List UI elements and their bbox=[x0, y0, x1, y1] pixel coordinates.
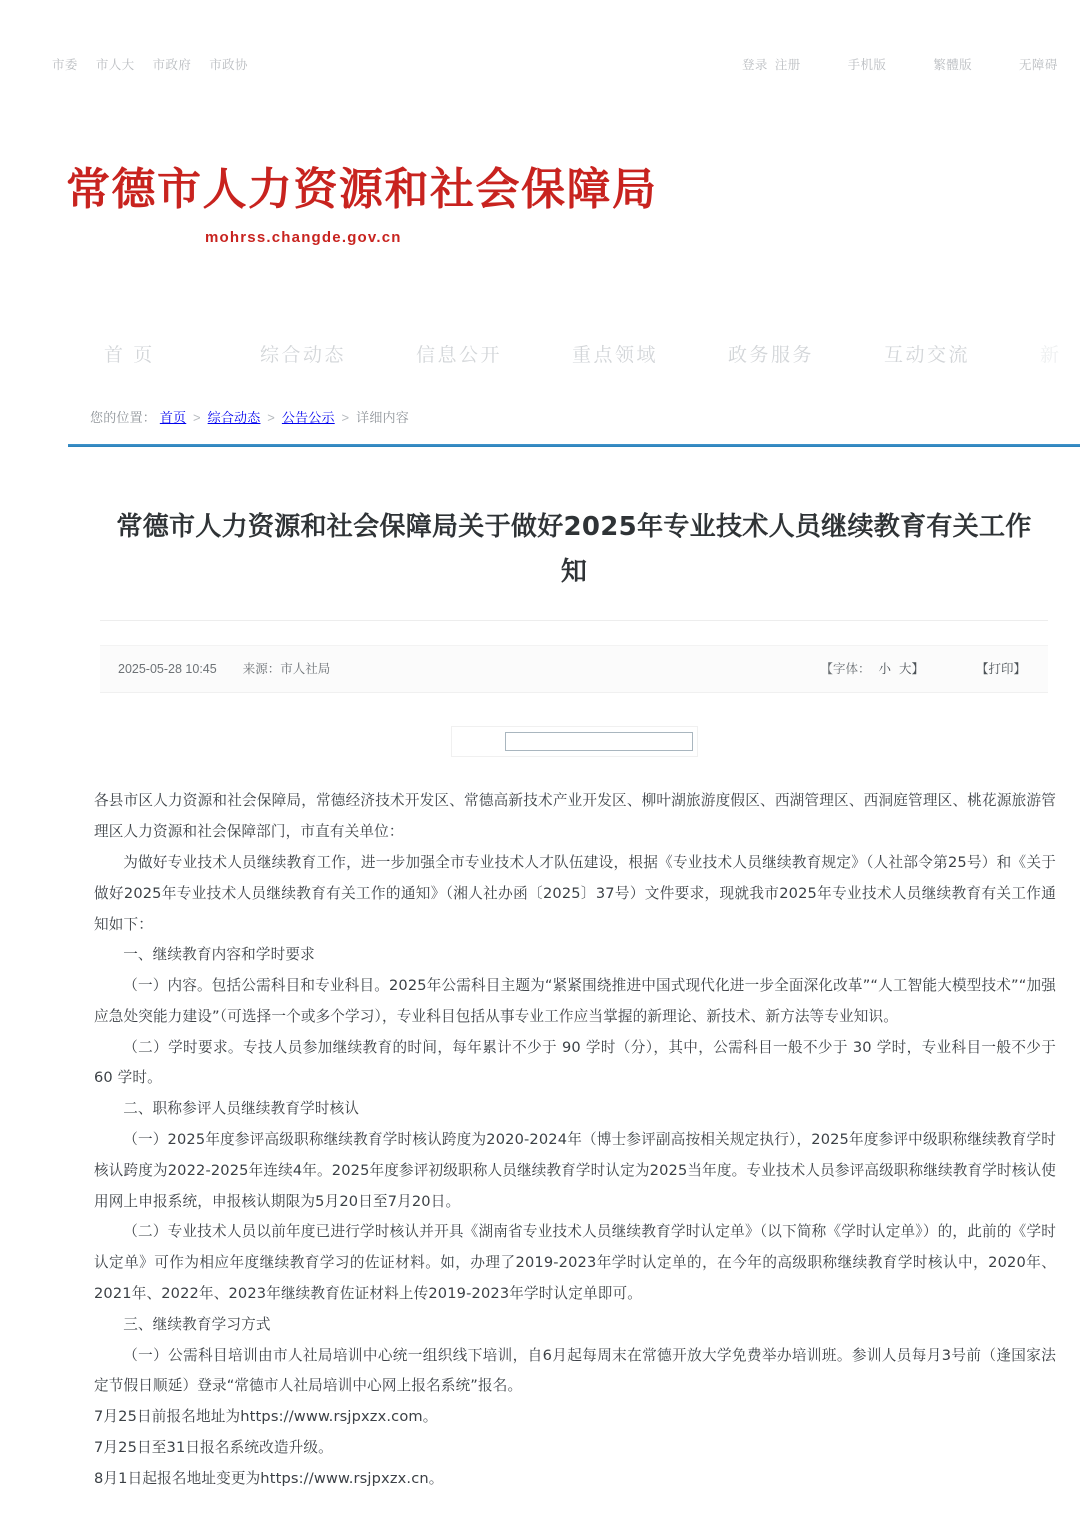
page-title-line-2: 知 bbox=[560, 556, 588, 587]
article-paragraph: （一）公需科目培训由市人社局培训中心统一组织线下培训，自6月起每周末在常德开放大学免费举办培训班。参训人员每月3号前（逢国家法定节假日顺延）登录“常德市人社局培训中心网上报名系统”报名。 bbox=[94, 1346, 1056, 1395]
article-meta-right bbox=[820, 663, 1026, 676]
article-paragraph: 8月1日起报名地址变更为https://www.rsjpxzx.cn。 bbox=[94, 1469, 444, 1487]
font-size-small-button[interactable]: 小 bbox=[878, 662, 891, 677]
publish-datetime: 2025-05-28 10:45 bbox=[118, 662, 217, 677]
breadcrumb bbox=[90, 411, 409, 424]
main-nav-items bbox=[104, 346, 1062, 365]
article-card bbox=[68, 447, 1080, 1528]
article-paragraph: 二、职称参评人员继续教育学时核认 bbox=[123, 1100, 360, 1118]
nav-item-key-areas[interactable]: 重点领域 bbox=[572, 345, 659, 366]
traditional-chinese-link[interactable]: 繁體版 bbox=[933, 58, 973, 72]
font-size-large-button[interactable]: 大】 bbox=[898, 662, 924, 677]
top-utility-bar bbox=[0, 0, 1080, 104]
topbar-link-shizhengfu[interactable]: 市政府 bbox=[152, 58, 192, 72]
article-paragraph: 7月25日至31日报名系统改造升级。 bbox=[94, 1438, 333, 1456]
site-header bbox=[0, 104, 1080, 320]
topbar-right-links bbox=[742, 59, 1058, 72]
audio-player-placeholder[interactable] bbox=[451, 726, 698, 757]
breadcrumb-bar bbox=[0, 398, 1080, 446]
font-size-control bbox=[820, 663, 924, 676]
nav-item-home[interactable]: 首 页 bbox=[104, 345, 155, 366]
breadcrumb-item-home[interactable]: 首页 bbox=[159, 410, 187, 425]
nav-item-news[interactable]: 综合动态 bbox=[260, 345, 347, 366]
topbar-link-shiwei[interactable]: 市委 bbox=[52, 58, 78, 72]
login-link[interactable]: 登录 bbox=[742, 58, 768, 72]
breadcrumb-separator-1: > bbox=[193, 410, 201, 425]
article-paragraph: （二）学时要求。专技人员参加继续教育的时间，每年累计不少于 90 学时（分），其中，公需科目一般不少于 30 学时，专业科目一般不少于 60 学时。 bbox=[94, 1038, 1056, 1087]
article-paragraph: 为做好专业技术人员继续教育工作，进一步加强全市专业技术人才队伍建设，根据《专业技术人员继续教育规定》（人社部令第25号）和《关于做好2025年专业技术人员继续教育有关工作的通知》（湘人社办函〔2025〕37号）文件要求，现就我市2025年专业技术人员继续教育有关工作通知如下： bbox=[94, 854, 1056, 933]
nav-item-interaction[interactable]: 互动交流 bbox=[884, 345, 971, 366]
title-divider bbox=[100, 620, 1048, 621]
breadcrumb-item-news[interactable]: 综合动态 bbox=[207, 410, 261, 425]
article-paragraph: 三、继续教育学习方式 bbox=[123, 1315, 271, 1333]
auth-links bbox=[742, 59, 801, 72]
nav-item-services[interactable]: 政务服务 bbox=[728, 345, 815, 366]
site-logo-title: 常德市人力资源和社会保障局 bbox=[66, 164, 658, 215]
article-body bbox=[68, 786, 1080, 1494]
mobile-version-link[interactable]: 手机版 bbox=[847, 58, 887, 72]
accessibility-link[interactable]: 无障碍 bbox=[1019, 58, 1058, 72]
breadcrumb-item-detail: 详细内容 bbox=[356, 410, 409, 425]
breadcrumb-separator-2: > bbox=[267, 410, 276, 425]
article-source: 来源：市人社局 bbox=[242, 662, 331, 677]
page-title-line-1: 常德市人力资源和社会保障局关于做好2025年专业技术人员继续教育有关工作 bbox=[116, 512, 1032, 542]
print-button[interactable]: 【打印】 bbox=[975, 662, 1026, 677]
breadcrumb-label: 您的位置： bbox=[90, 410, 157, 425]
topbar-link-shizhengxie[interactable]: 市政协 bbox=[209, 58, 248, 72]
topbar-link-shirenda[interactable]: 市人大 bbox=[95, 58, 135, 72]
article-paragraph: （一）内容。包括公需科目和专业科目。2025年公需科目主题为“紧紧围绕推进中国式现代化进一步全面深化改革”“人工智能大模型技术”“加强应急处突能力建设”（可选择一个或多个学习），专业科目包括从事专业工作应当掌握的新理论、新技术、新方法等专业知识。 bbox=[94, 977, 1056, 1025]
register-link[interactable]: 注册 bbox=[774, 58, 801, 72]
audio-player-track[interactable] bbox=[505, 732, 693, 751]
page-title bbox=[68, 505, 1080, 594]
breadcrumb-separator-3: > bbox=[341, 410, 350, 425]
font-size-label: 【字体： bbox=[820, 662, 871, 677]
article-paragraph: （一）2025年度参评高级职称继续教育学时核认跨度为2020-2024年（博士参评副高按相关规定执行），2025年度参评中级职称继续教育学时核认跨度为2022-2025年连续4年。2025年度参评初级职称人员继续教育学时认定为2025当年度。专业技术人员参评高级职称继续教育学时核认使用网上申报系统，申报核认期限为5月20日至7月20日。 bbox=[94, 1131, 1056, 1210]
main-navigation bbox=[0, 320, 1080, 398]
article-paragraph: 一、继续教育内容和学时要求 bbox=[123, 946, 315, 964]
topbar-left-links bbox=[52, 59, 248, 72]
nav-item-disclosure[interactable]: 信息公开 bbox=[416, 345, 503, 366]
article-meta-left bbox=[118, 663, 330, 676]
article-meta-bar bbox=[100, 645, 1048, 693]
article-paragraph: 各县市区人力资源和社会保障局，常德经济技术开发区、常德高新技术产业开发区、柳叶湖旅游度假区、西湖管理区、西洞庭管理区、桃花源旅游管理区人力资源和社会保障部门，市直有关单位： bbox=[94, 792, 1056, 841]
site-logo-url: mohrss.changde.gov.cn bbox=[205, 229, 402, 246]
nav-item-clipped[interactable]: 新 bbox=[1040, 345, 1062, 366]
breadcrumb-item-announcements[interactable]: 公告公示 bbox=[281, 410, 335, 425]
article-paragraph: （二）专业技术人员以前年度已进行学时核认并开具《湖南省专业技术人员继续教育学时认定单》（以下简称《学时认定单》）的，此前的《学时认定单》可作为相应年度继续教育学习的佐证材料。如，办理了2019-2023年学时认定单的，在今年的高级职称继续教育学时核认中，2020年、2021年、2022年、2023年继续教育佐证材料上传2019-2023年学时认定单即可。 bbox=[94, 1223, 1056, 1302]
article-paragraph: 7月25日前报名地址为https://www.rsjpxzx.com。 bbox=[94, 1408, 438, 1426]
